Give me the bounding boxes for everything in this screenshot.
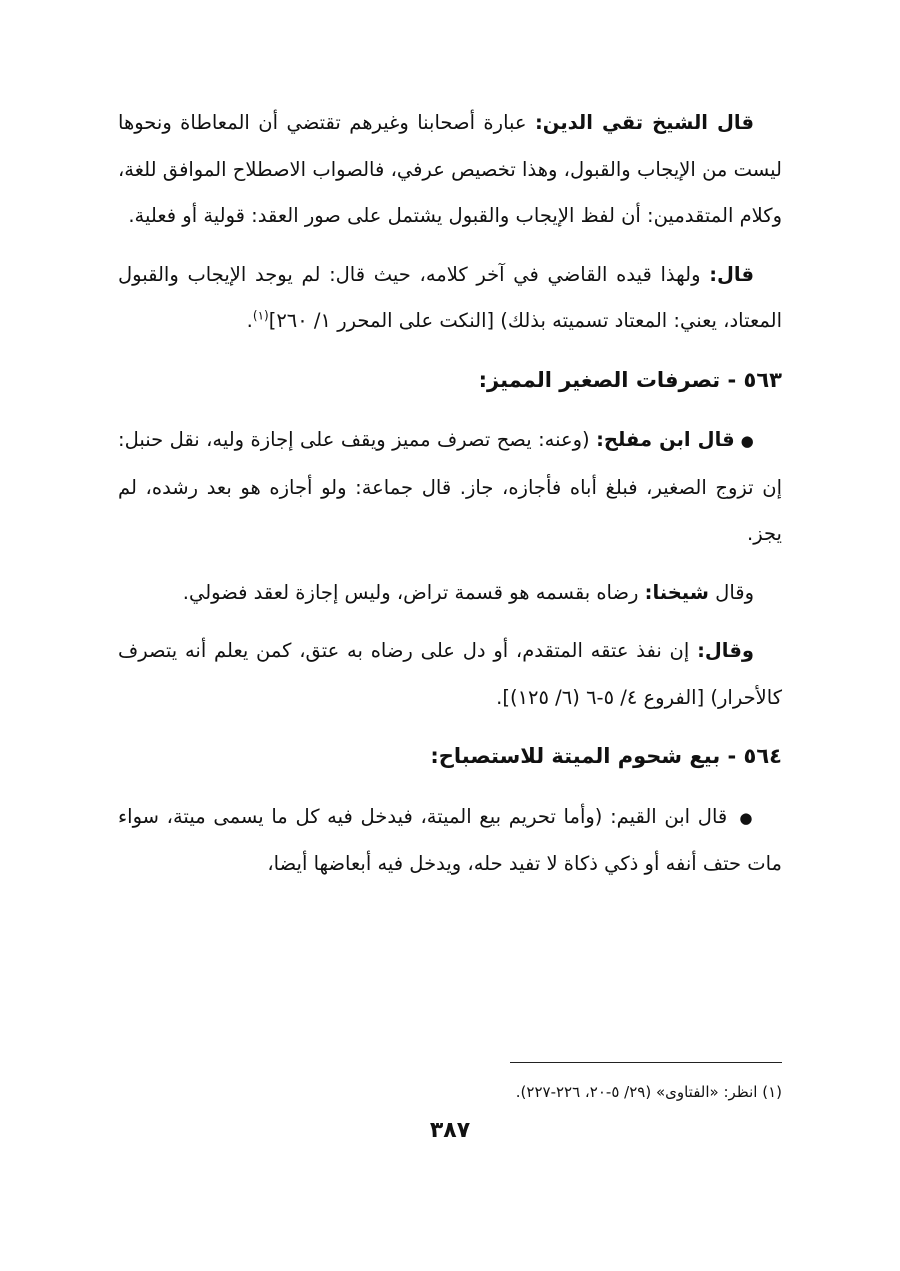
paragraph-lead: شيخنا: (644, 580, 709, 604)
paragraph-text: إن نفذ عتقه المتقدم، أو دل على رضاه به عتق، كمن يعلم أنه يتصرف كالأحرار) [الفروع ٤/ ٥-٦ (٦/ ١٢٥)]. (118, 639, 782, 709)
paragraph-text: قال ابن القيم: (وأما تحريم بيع الميتة، فيدخل فيه كل ما يسمى ميتة، سواء مات حتف أنفه أو ذكي ذكاة لا تفيد حله، ويدخل فيه أبعاضها أيضا، (118, 804, 782, 875)
paragraph-qadi (118, 252, 782, 345)
paragraph-end: . (246, 309, 253, 332)
bullet-icon: ● (739, 808, 754, 827)
paragraph-text: (وعنه: يصح تصرف مميز ويقف على إجازة وليه، نقل حنبل: إن تزوج الصغير، فبلغ أباه فأجازه، جاز. قال جماعة: ولو أجازه هو بعد رشده، لم يجز. (118, 428, 782, 545)
footnote-divider (510, 1062, 782, 1063)
paragraph-text: رضاه بقسمه هو قسمة تراض، وليس إجازة لعقد فضولي. (182, 580, 645, 604)
paragraph-lead: قال ابن مفلح: (596, 428, 735, 451)
paragraph-taqi-al-din (118, 100, 782, 240)
paragraph-lead: وقال: (697, 639, 754, 662)
paragraph-itq (118, 628, 782, 721)
page-number: ٣٨٧ (429, 1118, 471, 1143)
paragraph-lead: قال: (709, 262, 754, 286)
paragraph-text: عبارة أصحابنا وغيرهم تقتضي أن المعاطاة ونحوها ليست من الإيجاب والقبول، وهذا تخصيص عرفي، فالصواب الاصطلاح الموافق للغة، وكلام المتقدمين: أن لفظ الإيجاب والقبول يشتمل على صور العقد: قولية أو فعلية. (118, 111, 782, 227)
section-heading-563: ٥٦٣ - تصرفات الصغير المميز: (478, 367, 782, 392)
bullet-icon: ● (740, 432, 755, 450)
paragraph-text: ولهذا قيده القاضي في آخر كلامه، حيث قال: لم يوجد الإيجاب والقبول المعتاد، يعني: المعتاد تسميته بذلك) [النكت على المحرر ١/ ٢٦٠] (118, 262, 782, 332)
paragraph-lead: قال الشيخ تقي الدين: (534, 111, 754, 134)
page-body (118, 100, 782, 900)
paragraph-shaykhuna (118, 570, 782, 617)
paragraph-ibn-al-qayyim (118, 794, 782, 888)
footnote: (١) انظر: «الفتاوى» (٢٩/ ٥-٢٠، ٢٢٦-٢٢٧). (515, 1083, 782, 1101)
paragraph-lead-plain: وقال (708, 580, 754, 604)
section-heading-564: ٥٦٤ - بيع شحوم الميتة للاستصباح: (430, 744, 782, 768)
footnote-marker[interactable]: (١) (252, 308, 269, 323)
paragraph-ibn-muflih (118, 417, 782, 558)
